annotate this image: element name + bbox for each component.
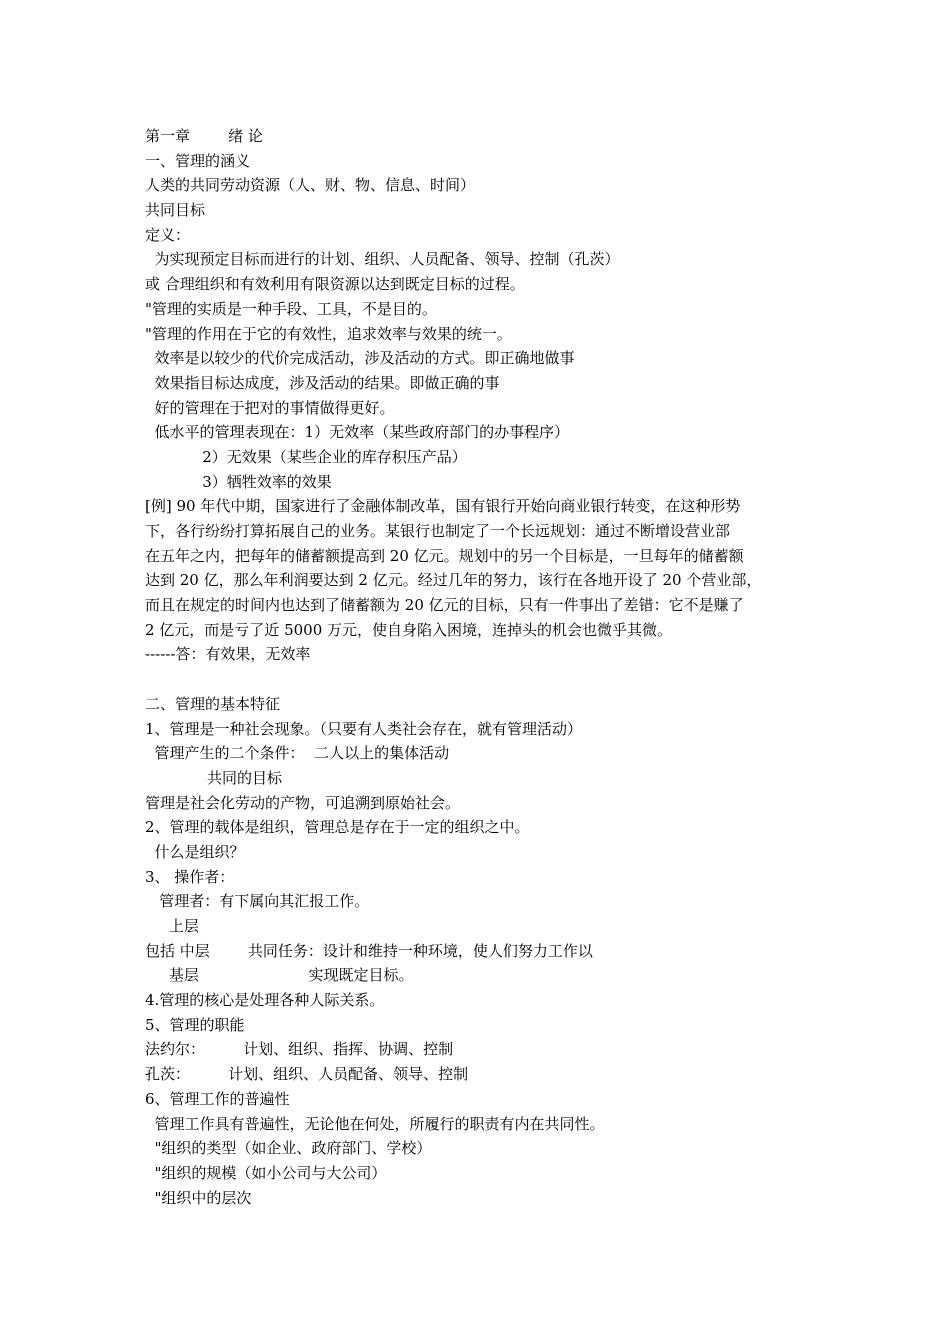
text-line: "组织的规模（如小公司与大公司）: [145, 1163, 387, 1182]
example-line: 下，各行纷纷打算拓展自己的业务。某银行也制定了一个长远规划：通过不断增设营业部: [145, 522, 731, 540]
text-line: 1、管理是一种社会现象。（只要有人类社会存在，就有管理活动）: [145, 719, 583, 738]
text-line: 或 合理组织和有效利用有限资源以达到既定目标的过程。: [145, 275, 525, 294]
text-line: "管理的实质是一种手段、工具，不是目的。: [145, 299, 437, 318]
document-page: [145, 124, 825, 1210]
text-line: 3、 操作者：: [145, 867, 235, 886]
text-line: 低水平的管理表现在：1）无效率（某些政府部门的办事程序）: [145, 423, 570, 442]
text-line: 效果指目标达成度，涉及活动的结果。即做正确的事: [145, 373, 500, 392]
example-answer: ------答：有效果，无效率: [145, 645, 311, 664]
text-line: 上层: [145, 917, 199, 935]
text-line: 为实现预定目标而进行的计划、组织、人员配备、领导、控制（孔茨）: [145, 250, 620, 269]
text-line: 包括 中层 共同任务：设计和维持一种环境，使人们努力工作以: [145, 941, 593, 960]
section-heading: 二、管理的基本特征: [145, 694, 281, 713]
section2-body: [145, 717, 825, 1211]
section-heading: 一、管理的涵义: [145, 151, 251, 170]
example-paragraph: [145, 494, 825, 642]
text-line: 基层 实现既定目标。: [145, 966, 414, 985]
example-line: 达到 20 亿，那么年利润要达到 2 亿元。经过几年的努力，该行在各地开设了 20 个营业部，: [145, 571, 762, 590]
text-line: 定义：: [145, 225, 191, 244]
text-line: 共同目标: [145, 201, 206, 220]
text-line: 人类的共同劳动资源（人、财、物、信息、时间）: [145, 176, 476, 195]
chapter-title: 第一章 绪 论: [145, 127, 263, 145]
text-line: 法约尔： 计划、组织、指挥、协调、控制: [145, 1040, 454, 1059]
text-line: 孔茨： 计划、组织、人员配备、领导、控制: [145, 1065, 469, 1084]
example-line: [例] 90 年代中期，国家进行了金融体制改革，国有银行开始向商业银行转变，在这种形势: [145, 497, 741, 516]
text-line: 好的管理在于把对的事情做得更好。: [145, 398, 395, 417]
text-line: 2）无效果（某些企业的库存积压产品）: [145, 447, 467, 466]
text-line: "管理的作用在于它的有效性，追求效率与效果的统一。: [145, 324, 512, 343]
text-line: "组织中的层次: [145, 1188, 252, 1207]
example-line: 而且在规定的时间内也达到了储蓄额为 20 亿元的目标，只有一件事出了差错：它不是赚了: [145, 596, 744, 615]
text-line: 6、管理工作的普遍性: [145, 1089, 290, 1108]
text-line: 共同的目标: [145, 768, 282, 787]
text-line: 什么是组织？: [145, 842, 245, 861]
blank-line: [145, 667, 825, 692]
text-line: 管理是社会化劳动的产物，可追溯到原始社会。: [145, 793, 461, 812]
example-line: 2 亿元，而是亏了近 5000 万元，使自身陷入困境，连掉头的机会也微乎其微。: [145, 620, 673, 639]
text-line: 管理工作具有普遍性，无论他在何处，所履行的职责有内在共同性。: [145, 1114, 605, 1133]
example-line: 在五年之内，把每年的储蓄额提高到 20 亿元。规划中的另一个目标是，一旦每年的储蓄额: [145, 546, 744, 565]
text-line: "组织的类型（如企业、政府部门、学校）: [145, 1139, 432, 1158]
text-line: 效率是以较少的代价完成活动，涉及活动的方式。即正确地做事: [145, 349, 575, 368]
text-line: 管理产生的二个条件： 二人以上的集体活动: [145, 744, 450, 763]
text-line: 4.管理的核心是处理各种人际关系。: [145, 991, 385, 1010]
text-line: 5、管理的职能: [145, 1015, 245, 1034]
text-line: 3）牺牲效率的效果: [145, 472, 332, 491]
section1-body: [145, 173, 825, 494]
text-line: 管理者：有下属向其汇报工作。: [145, 892, 370, 911]
text-line: 2、管理的载体是组织，管理总是存在于一定的组织之中。: [145, 818, 530, 837]
